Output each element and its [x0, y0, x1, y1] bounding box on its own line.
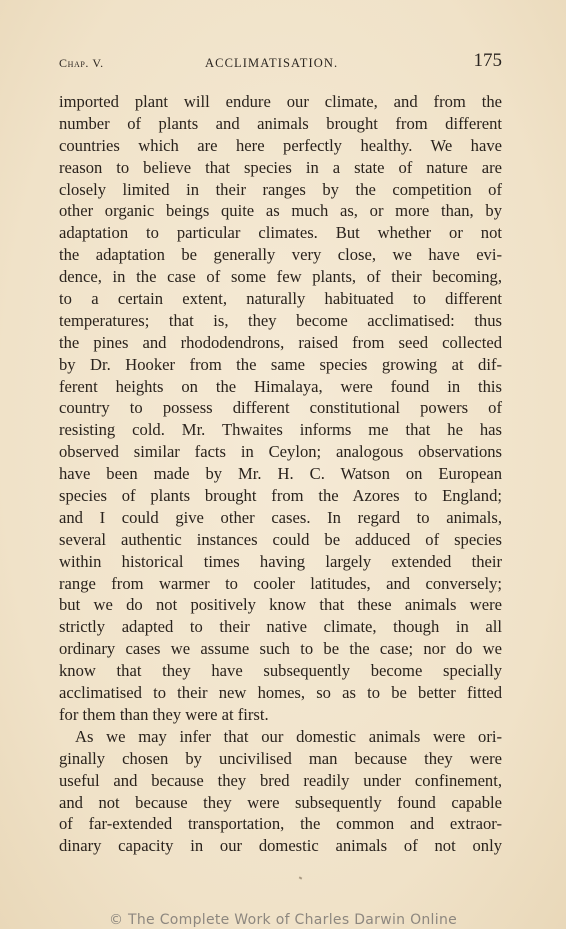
text-line: As we may infer that our domestic animals were ori- — [75, 726, 502, 746]
text-line: but we do not positively know that these animals were — [59, 595, 502, 615]
text-line: dinary capacity in our domestic animals of not only — [59, 836, 502, 856]
text-line: imported plant will endure our climate, and from the — [59, 92, 502, 111]
chapter-label: Chap. V. — [59, 56, 104, 70]
text-line: country to possess different constitutional powers of — [59, 398, 502, 418]
text-line: have been made by Mr. H. C. Watson on European — [59, 464, 502, 484]
text-line: useful and because they bred readily under confinement, — [59, 770, 502, 790]
running-head — [59, 50, 502, 72]
copyright-footer: © The Complete Work of Charles Darwin Online — [108, 912, 458, 928]
paragraph-2 — [59, 726, 502, 857]
text-line: for them than they were at first. — [59, 704, 269, 724]
text-line: species of plants brought from the Azores to England; — [59, 486, 502, 506]
text-line: within historical times having largely extended their — [59, 551, 502, 571]
text-line: and not because they were subsequently found capable — [59, 792, 502, 812]
text-line: countries which are here perfectly healthy. We have — [59, 135, 502, 155]
text-line: ginally chosen by uncivilised man because they were — [59, 748, 502, 768]
paper-speck — [299, 876, 303, 879]
text-line: closely limited in their ranges by the competition of — [59, 179, 502, 199]
text-line: ferent heights on the Himalaya, were found in this — [59, 376, 502, 396]
text-line: reason to believe that species in a state of nature are — [59, 157, 502, 177]
text-line: range from warmer to cooler latitudes, and conversely; — [59, 573, 502, 593]
text-line: know that they have subsequently become specially — [59, 661, 502, 681]
text-line: of far-extended transportation, the common and extraor- — [59, 814, 502, 834]
text-line: ordinary cases we assume such to be the case; nor do we — [59, 639, 502, 659]
text-line: several authentic instances could be adduced of species — [59, 529, 502, 549]
chapter-title: ACCLIMATISATION. — [205, 56, 339, 70]
text-line: and I could give other cases. In regard to animals, — [59, 507, 502, 527]
text-line: number of plants and animals brought from different — [59, 113, 502, 133]
text-line: acclimatised to their new homes, so as to be better fitted — [59, 683, 502, 703]
text-line: the adaptation be generally very close, we have evi- — [59, 245, 502, 265]
paragraph-1 — [59, 91, 502, 726]
text-line: dence, in the case of some few plants, of their becoming, — [59, 267, 502, 287]
text-line: temperatures; that is, they become acclimatised: thus — [59, 310, 502, 330]
page-number: 175 — [473, 50, 502, 71]
text-line: the pines and rhododendrons, raised from seed collected — [59, 332, 502, 352]
text-line: strictly adapted to their native climate, though in all — [59, 617, 502, 637]
text-line: adaptation to particular climates. But whether or not — [59, 223, 502, 243]
text-line: observed similar facts in Ceylon; analogous observations — [59, 442, 502, 462]
body-text — [59, 91, 502, 857]
text-line: resisting cold. Mr. Thwaites informs me that he has — [59, 420, 502, 440]
text-line: other organic beings quite as much as, or more than, by — [59, 201, 502, 221]
text-line: by Dr. Hooker from the same species growing at dif- — [59, 354, 502, 374]
text-line: to a certain extent, naturally habituated to different — [59, 289, 502, 309]
